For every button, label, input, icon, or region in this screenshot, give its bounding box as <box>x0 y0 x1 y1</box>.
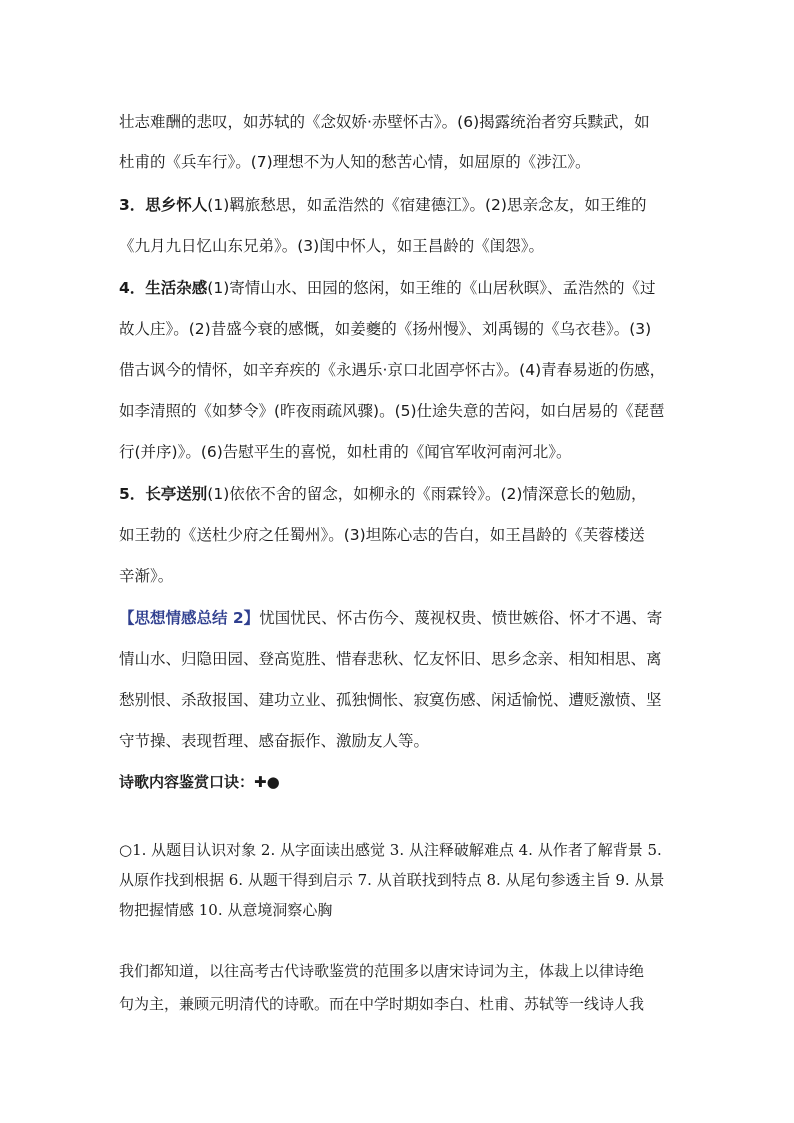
text-line: 故人庄》。(2)昔盛今衰的感慨，如姜夔的《扬州慢》、刘禹锡的《乌衣巷》。(3) <box>119 320 652 338</box>
text-line: 行(并序)》。(6)告慰平生的喜悦，如杜甫的《闻官军收河南河北》。 <box>119 443 572 461</box>
text-line: 辛渐》。 <box>119 567 174 585</box>
text-line: (1)羁旅愁思，如孟浩然的《宿建德江》。(2)思亲念友，如王维的 <box>207 196 647 214</box>
text-line: 杜甫的《兵车行》。(7)理想不为人知的愁苦心情，如屈原的《涉江》。 <box>119 153 591 171</box>
text-line: 壮志难酬的悲叹，如苏轼的《念奴娇·赤壁怀古》。(6)揭露统治者穷兵黩武，如 <box>119 113 650 131</box>
summary-heading: 【思想情感总结 2】 <box>119 609 260 627</box>
section-heading: 4．生活杂感 <box>119 279 208 297</box>
text-line: 情山水、归隐田园、登高览胜、惜春悲秋、忆友怀旧、思乡念亲、相知相思、离 <box>119 650 662 668</box>
text-line: ○1. 从题目认识对象 2. 从字面读出感觉 3. 从注释破解难点 4. 从作者了解背景 5. <box>119 841 662 859</box>
text-line: 忧国忧民、怀古伤今、蔑视权贵、愤世嫉俗、怀才不遇、寄 <box>259 609 663 627</box>
text-line: 我们都知道，以往高考古代诗歌鉴赏的范围多以唐宋诗词为主，体裁上以律诗绝 <box>119 962 645 980</box>
mnemonic-heading: 诗歌内容鉴赏口诀： <box>119 773 255 791</box>
text-line: 《九月九日忆山东兄弟》。(3)闺中怀人，如王昌龄的《闺怨》。 <box>119 237 544 255</box>
section-heading: 5．长亭送别 <box>119 485 208 503</box>
text-line: 如王勃的《送杜少府之任蜀州》。(3)坦陈心志的告白，如王昌龄的《芙蓉楼送 <box>119 526 645 544</box>
text-line: (1)寄情山水、田园的悠闲，如王维的《山居秋暝》、孟浩然的《过 <box>207 279 656 297</box>
text-line: 从原作找到根据 6. 从题干得到启示 7. 从首联找到特点 8. 从尾句参透主旨 9. 从景 <box>119 871 665 889</box>
text-line: 守节操、表现哲理、感奋振作、激励友人等。 <box>119 732 430 750</box>
text-line: 如李清照的《如梦令》(昨夜雨疏风骤)。(5)仕途失意的苦闷，如白居易的《琵琶 <box>119 402 665 420</box>
text-line: 借古讽今的情怀，如辛弃疾的《永遇乐·京口北固亭怀古》。(4)青春易逝的伤感， <box>119 361 666 379</box>
section-heading: 3．思乡怀人 <box>119 196 208 214</box>
text-line: 句为主，兼顾元明清代的诗歌。而在中学时期如李白、杜甫、苏轼等一线诗人我 <box>119 995 645 1013</box>
plus-dot-icon: ✚● <box>254 773 280 791</box>
text-line: 愁别恨、杀敌报国、建功立业、孤独惆怅、寂寞伤感、闲适愉悦、遭贬激愤、坚 <box>119 691 662 709</box>
text-line: (1)依依不舍的留念，如柳永的《雨霖铃》。(2)情深意长的勉励， <box>207 485 647 503</box>
text-line: 物把握情感 10. 从意境洞察心胸 <box>119 901 333 919</box>
